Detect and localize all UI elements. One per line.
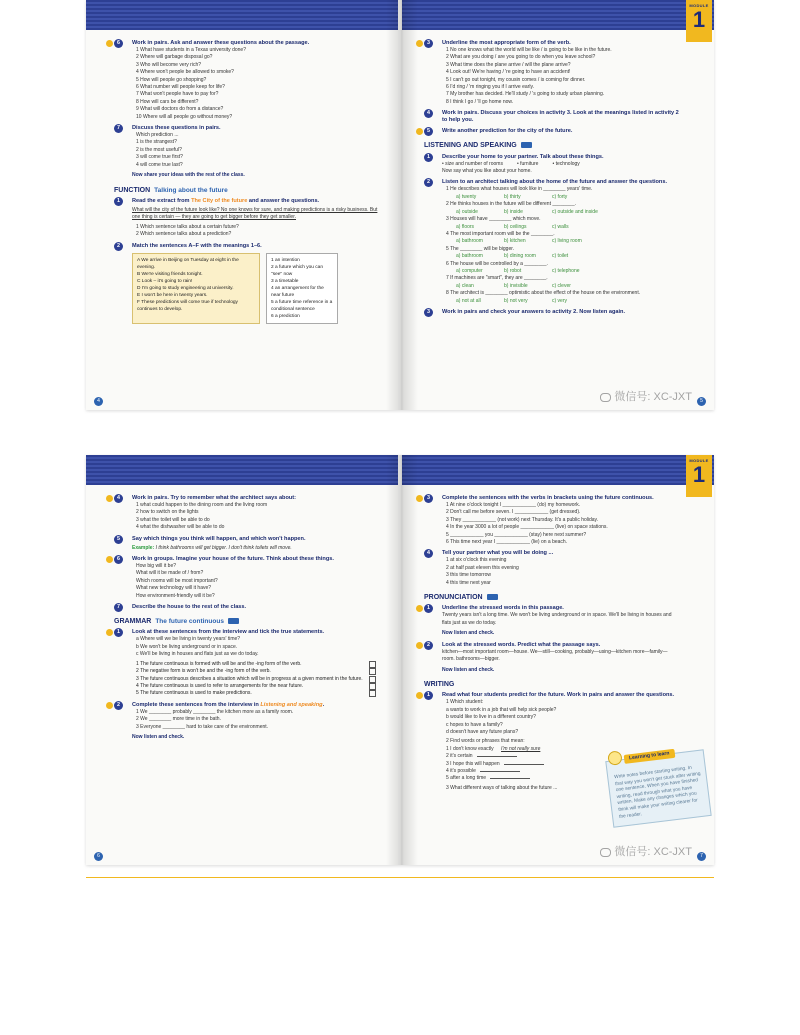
sun-icon [106, 556, 113, 563]
phrase-row: 2 it's certain [442, 753, 582, 760]
activity-pronunciation-2 [424, 642, 680, 674]
list-item: 4 what the dishwasher will be able to do [136, 524, 225, 531]
option[interactable]: c) outside and inside [552, 208, 598, 215]
list-item: Which rooms will be most important? [136, 577, 218, 584]
bullet-item: • technology [552, 160, 580, 167]
activity-heading: Tell your partner what you will be doing ... [442, 550, 554, 557]
book-spread-top [86, 0, 714, 410]
activity-7 [114, 125, 384, 179]
activity-4 [114, 495, 384, 532]
option[interactable]: c) very [552, 297, 567, 304]
activity-number: 1 [424, 604, 433, 613]
list-item: 7 What won't people have to pay for? [136, 91, 219, 98]
activity-number: 6 [114, 39, 123, 48]
activity-6 [114, 40, 384, 121]
activity-heading: Look at the stressed words. Predict what the passage says. [442, 641, 601, 648]
list-item: 2 What are you doing / are you going to do when you leave school? [446, 54, 596, 61]
option[interactable]: a) bathroom [456, 253, 483, 260]
activity-5 [424, 128, 680, 135]
option[interactable]: b) inside [504, 208, 523, 215]
page-number: 7 [697, 852, 706, 861]
phrase-row: 5 after a long time [442, 775, 582, 782]
page-7 [402, 455, 714, 865]
question: 2 Find words or phrases that mean: [446, 738, 525, 745]
option[interactable]: b) thirty [504, 193, 521, 200]
list-item: 2 Which sentence talks about a prediction? [136, 231, 232, 238]
activity-function-2 [114, 243, 384, 324]
tip-title: Learning to learn [624, 749, 675, 764]
activity-number: 1 [114, 628, 123, 637]
learning-tip-box [605, 749, 711, 828]
option-row [442, 238, 680, 245]
header-banner [86, 455, 398, 485]
section-title-writing: WRITING [424, 680, 455, 688]
example-sentence: b We won't be living underground or in space. [136, 643, 238, 650]
phrase-row: 1 I don't know exactly I'm not really sure [446, 745, 541, 752]
cd-icon [521, 142, 532, 148]
list-item: 4 Look out! We're having / 're going to have an accident! [446, 69, 571, 76]
option[interactable]: a) clean [456, 282, 474, 289]
activity-number: 5 [114, 535, 123, 544]
section-title-pronunciation: PRONUNCIATION [424, 594, 680, 601]
watermark: 微信号: XC-JXT [600, 843, 692, 859]
list-item: 5 I can't go out tonight, my cousin comes / is coming for dinner. [446, 76, 586, 83]
activity-listening-3 [424, 309, 680, 316]
option-row [442, 283, 680, 290]
activity-4 [424, 110, 680, 124]
bullet-item: • size and number of rooms [442, 160, 503, 167]
option[interactable]: a) floors [456, 223, 475, 230]
list-item: 3 what the toilet will be able to do [136, 516, 210, 523]
activity-heading: Read the extract from The City of the future and answer the questions. [132, 197, 320, 204]
list-item: 10 Where will all people go without money? [136, 113, 233, 120]
option[interactable]: b) robot [504, 267, 522, 274]
list-item: 1 is the strangest? [136, 139, 177, 146]
matching-exercise [132, 253, 384, 324]
activity-number: 2 [114, 242, 123, 251]
list-item: 4 In the year 3000 a lot of people ____________ (live) on space stations. [446, 524, 608, 531]
activity-pronunciation-1 [424, 605, 680, 637]
meaning-item: 1 an intention [271, 257, 300, 263]
activity-grammar-1 [114, 629, 384, 697]
activity-heading: Work in pairs and check your answers to activity 2. Now listen again. [442, 308, 625, 315]
list-item: 1 No one knows what the world will be like / is going to be like in the future. [446, 47, 612, 53]
list-item: What new technology will it have? [136, 585, 212, 592]
list-item: 3 What time does the plane arrive / will the plane arrive? [446, 61, 571, 68]
list-item: 8 How will cars be different? [136, 98, 199, 105]
header-banner [402, 0, 714, 30]
activity-3 [424, 495, 680, 546]
module-tab: MODULE 1 [686, 0, 712, 42]
sun-icon [106, 40, 113, 47]
list-item: 1 What have students in a Texas university done? [136, 47, 246, 53]
question: 5 The ________ will be bigger. [446, 245, 515, 252]
activity-heading: Match the sentences A–F with the meanings 1–6. [132, 242, 262, 249]
activity-heading: Read what four students predict for the future. Work in pairs and answer the questions. [442, 692, 675, 699]
list-item: 4 Where won't people be allowed to smoke? [136, 69, 234, 76]
phrase-row: 3 I hope this will happen [442, 761, 582, 768]
cd-icon [487, 594, 498, 600]
list-item: 6 I'd ring / 'm ringing you if I arrive early. [446, 84, 534, 91]
tick-checkbox[interactable] [369, 668, 376, 675]
list-item: d doesn't have any future plans? [446, 728, 519, 735]
meaning-item: 3 a timetable [271, 278, 299, 284]
page-content [424, 36, 680, 316]
list-item: 2 is the most useful? [136, 146, 182, 153]
writing-questions [442, 699, 582, 792]
section-title-grammar: GRAMMAR The future continuous [114, 618, 384, 625]
sentences-panel [132, 253, 260, 324]
question: 3 Houses will have ________ which move. [446, 216, 541, 223]
activity-heading: Work in pairs. Discuss your choices in activity 3. Look at the meanings listed in activity 2 to help you. [442, 110, 679, 124]
statement-row: 2 The negative form is won't be and the -ing form of the verb. [132, 668, 384, 675]
page-6 [86, 455, 398, 865]
meaning-item: 2 a future which you can "see" now [271, 264, 323, 277]
wechat-icon [600, 848, 611, 857]
phrase-row: 4 it's possible [442, 768, 582, 775]
statement-row: 4 The future continuous is used to refer to arrangements for the near future. [132, 683, 384, 690]
sentence-item: D I'm going to study engineering at university. [137, 285, 234, 291]
list-item: 6 This time next year I ____________ (lie) on a beach. [446, 539, 568, 546]
option[interactable]: b) kitchen [504, 238, 526, 245]
tick-checkbox[interactable] [369, 683, 376, 690]
sentence-item: A We arrive in Beijing on Tuesday at eight in the evening. [137, 257, 239, 270]
activity-number: 2 [424, 178, 433, 187]
sentence-item: F These predictions will come true if technology continues to develop. [137, 299, 238, 312]
page-content [114, 36, 384, 324]
instruction: Now say what you like about your home. [442, 168, 532, 175]
page-number: 4 [94, 397, 103, 406]
list-item: c hopes to have a family? [446, 721, 503, 728]
option[interactable]: a) computer [456, 267, 483, 274]
list-item: 1 Which sentence talks about a certain future? [136, 223, 239, 230]
meanings-panel [266, 253, 338, 324]
answer-line[interactable] [477, 756, 517, 757]
list-item: b would like to live in a different country? [446, 714, 536, 721]
book-spread-bottom [86, 455, 714, 865]
option[interactable]: c) toilet [552, 253, 569, 260]
watermark: 微信号: XC-JXT [600, 388, 692, 404]
option-row [442, 194, 680, 201]
option[interactable]: c) living room [552, 238, 582, 245]
question: 2 He thinks houses in the future will be different ________. [446, 201, 576, 208]
activity-number: 2 [424, 641, 433, 650]
activity-number: 3 [424, 494, 433, 503]
sun-icon [106, 629, 113, 636]
list-item: a wants to work in a job that will help sick people? [446, 706, 557, 713]
book-gutter [386, 0, 418, 410]
option-row [442, 298, 680, 305]
option[interactable]: a) not at all [456, 297, 481, 304]
option-row [442, 209, 680, 216]
list-item: 1 At nine o'clock tonight I ____________ (do) my homework. [446, 502, 581, 508]
activity-5 [114, 536, 384, 552]
statement-row: 1 The future continuous is formed with will be and the -ing form of the verb. [132, 661, 384, 668]
list-item: 3 Who will become very rich? [136, 61, 202, 68]
option[interactable]: c) forty [552, 193, 568, 200]
activity-3 [424, 40, 680, 106]
header-banner [402, 455, 714, 485]
tip-text: Write notes before starting writing. In that way you won't get stuck after writing one sentence. When you have finished writing, read through what you have written. Make any changes which you think will make your writing clearer for the reader. [614, 765, 701, 820]
cd-icon [228, 618, 239, 624]
sun-icon [106, 495, 113, 502]
section-subtitle: Talking about the future [154, 186, 228, 194]
list-item: 5 ____________ you ____________ (stay) here next summer? [446, 531, 587, 538]
option[interactable]: b) not very [504, 297, 528, 304]
page-content [114, 491, 384, 741]
question: 1 He describes what houses will look like in ________ years' time. [446, 186, 593, 193]
bullet-item: • furniture [516, 160, 539, 167]
activity-number: 6 [114, 555, 123, 564]
list-item: 3 They ____________ (not work) next Thursday. It's a public holiday. [446, 516, 599, 523]
list-item: 3 Everyone ________ hard to take care of the environment. [136, 723, 269, 730]
passage: kitchen—most important room—house. We—still—cooking, probably—using—kitchen more—family—room. bathrooms—bigger. [442, 648, 668, 663]
activity-listening-2 [424, 179, 680, 305]
list-item: 5 How will people go shopping? [136, 76, 207, 83]
example: Example: I think bathrooms will get bigger. I don't think toilets will move. [132, 544, 292, 551]
instruction: Now listen and check. [442, 666, 495, 673]
activity-number: 1 [114, 197, 123, 206]
source-title: The City of the future [191, 197, 248, 204]
activity-heading: Describe your home to your partner. Talk about these things. [442, 153, 604, 160]
question: 7 If machines are "smart", they are ________. [446, 275, 548, 282]
page-content [424, 491, 680, 792]
activity-number: 4 [424, 109, 433, 118]
activity-heading: Underline the most appropriate form of the verb. [442, 40, 571, 46]
list-item: 2 at half past eleven this evening [446, 564, 519, 571]
extract-passage: What will the city of the future look like? No one knows for sure, and making predictions is a risky business. But one thing is certain — they are going to get bigger before they get smaller. [132, 206, 378, 221]
option-row [442, 253, 680, 260]
list-item: 3 will come true first? [136, 154, 183, 161]
option-row [442, 224, 680, 231]
activity-heading: Discuss these questions in pairs. [132, 125, 221, 132]
question: 6 The house will be controlled by a ________. [446, 260, 548, 267]
activity-7 [114, 604, 384, 611]
tick-checkbox[interactable] [369, 661, 376, 668]
page-5 [402, 0, 714, 410]
option[interactable]: b) invisible [504, 282, 528, 289]
list-item: 1 We ________ probably ________ the kitchen more as a family room. [136, 708, 294, 715]
example-sentence: a Where will we be living in twenty years' time? [136, 636, 241, 643]
meaning-item: 4 an arrangement for the near future [271, 285, 324, 298]
activity-number: 3 [424, 308, 433, 317]
list-item: How environment-friendly will it be? [136, 592, 215, 599]
question: 1 Which student: [446, 699, 484, 706]
bullet-list [442, 161, 680, 168]
list-item: 2 how to switch on the lights [136, 509, 199, 516]
section-title-function: FUNCTION Talking about the future [114, 186, 228, 194]
activity-number: 7 [114, 603, 123, 612]
activity-heading: Complete these sentences from the interview in Listening and speaking. [132, 701, 325, 708]
activity-listening-1 [424, 154, 680, 176]
activity-number: 1 [424, 691, 433, 700]
activity-grammar-2 [114, 702, 384, 742]
statement-row: 5 The future continuous is used to make predictions. [132, 690, 384, 697]
sentence-item: E I won't be here in twenty years. [137, 292, 208, 298]
activity-number: 5 [424, 127, 433, 136]
list-item: What will it be made of / from? [136, 570, 204, 577]
activity-number: 4 [424, 549, 433, 558]
activity-4 [424, 550, 680, 587]
sentence-item: B We're visiting friends tonight. [137, 271, 203, 277]
question-list [442, 186, 680, 305]
instruction: Now listen and check. [132, 733, 185, 740]
section-title-listening: LISTENING AND SPEAKING [424, 142, 680, 149]
bottom-rule [86, 877, 714, 878]
activity-heading: Work in pairs. Ask and answer these questions about the passage. [132, 40, 310, 46]
list-item: 1 at six o'clock this evening [446, 557, 507, 564]
header-banner [86, 0, 398, 30]
list-item: How big will it be? [136, 563, 177, 570]
list-item: 3 this time tomorrow [446, 572, 492, 579]
question: 8 The architect is ________ optimistic about the effect of the house on the environment. [446, 290, 641, 297]
answer-line[interactable] [480, 771, 520, 772]
activity-heading: Work in pairs. Try to remember what the architect says about: [132, 495, 297, 501]
option[interactable]: c) walls [552, 223, 569, 230]
activity-heading: Say which things you think will happen, and which won't happen. [132, 535, 306, 542]
activity-number: 1 [424, 153, 433, 162]
activity-number: 3 [424, 39, 433, 48]
instruction: Now listen and check. [442, 630, 495, 637]
page-number: 6 [94, 852, 103, 861]
option-row [442, 268, 680, 275]
option[interactable]: c) clever [552, 282, 571, 289]
list-item: 1 what could happen to the dining room and the living room [136, 502, 268, 508]
answer-line[interactable] [504, 764, 544, 765]
activity-number: 4 [114, 494, 123, 503]
lightbulb-icon [607, 750, 623, 766]
book-gutter [386, 455, 418, 865]
sample-answer: I'm not really sure [501, 745, 541, 752]
activity-heading: Listen to an architect talking about the home of the future and answer the questions. [442, 179, 668, 186]
activity-function-1 [114, 198, 384, 239]
activity-heading: Describe the house to the rest of the class. [132, 604, 247, 611]
list-item: 8 I think I go / 'll go home now. [446, 98, 514, 105]
example-sentence: c We'll be living in houses and flats just as we do today. [136, 651, 259, 658]
activity-heading: Write another prediction for the city of the future. [442, 128, 573, 135]
activity-number: 2 [114, 701, 123, 710]
module-tab: MODULE 1 [686, 455, 712, 497]
list-item: 6 What number will people keep for life? [136, 84, 225, 91]
list-item: 2 We ________ more time in the bath. [136, 716, 221, 723]
statement-row: 3 The future continuous describes a situation which will be in progress at a given moment in the future. [132, 676, 384, 683]
option[interactable]: c) telephone [552, 267, 580, 274]
activity-heading: Underline the stressed words in this passage. [442, 605, 564, 612]
option[interactable]: a) twenty [456, 193, 477, 200]
question: 4 The most important room will be the ________. [446, 230, 555, 237]
section-subtitle: The future continuous [155, 618, 224, 626]
meaning-item: 5 a future time reference in a conditional sentence [271, 299, 333, 312]
activity-number: 7 [114, 124, 123, 133]
sentence-item: C Look – it's going to rain! [137, 278, 193, 284]
list-item: 4 this time next year [446, 579, 491, 586]
answer-line[interactable] [490, 778, 530, 779]
sun-icon [106, 702, 113, 709]
option[interactable]: b) ceilings [504, 223, 527, 230]
list-item: 2 Don't call me before seven. I ____________ (get dressed). [446, 509, 581, 516]
meaning-item: 6 a prediction [271, 313, 300, 319]
list-item: 9 What will doctors do from a distance? [136, 106, 224, 113]
statement-list [132, 661, 384, 698]
option[interactable]: b) dining room [504, 253, 536, 260]
activity-heading: Work in groups. Imagine your house of the future. Think about these things. [132, 556, 334, 563]
tick-checkbox[interactable] [369, 676, 376, 683]
list-item: 7 My brother has decided. He'll study / 's going to study urban planning. [446, 91, 605, 98]
wechat-icon [600, 393, 611, 402]
lead-text: Which prediction ... [136, 132, 179, 139]
activity-heading: Complete the sentences with the verbs in brackets using the future continuous. [442, 495, 654, 501]
list-item: 4 will come true last? [136, 161, 183, 168]
activity-6 [114, 556, 384, 600]
tick-checkbox[interactable] [369, 690, 376, 697]
page-4 [86, 0, 398, 410]
option[interactable]: a) outside [456, 208, 478, 215]
page-number: 5 [697, 397, 706, 406]
question: 3 What different ways of talking about the future ... [446, 784, 558, 791]
list-item: 2 Where will garbage disposal go? [136, 54, 213, 61]
passage: Twenty years isn't a long time. We won't be living underground or in space. We'll be living in houses and flats just as we do today. [442, 612, 672, 626]
option[interactable]: a) bathroom [456, 238, 483, 245]
instruction: Now share your ideas with the rest of the class. [132, 172, 245, 179]
activity-heading: Look at these sentences from the interview and tick the true statements. [132, 629, 325, 636]
